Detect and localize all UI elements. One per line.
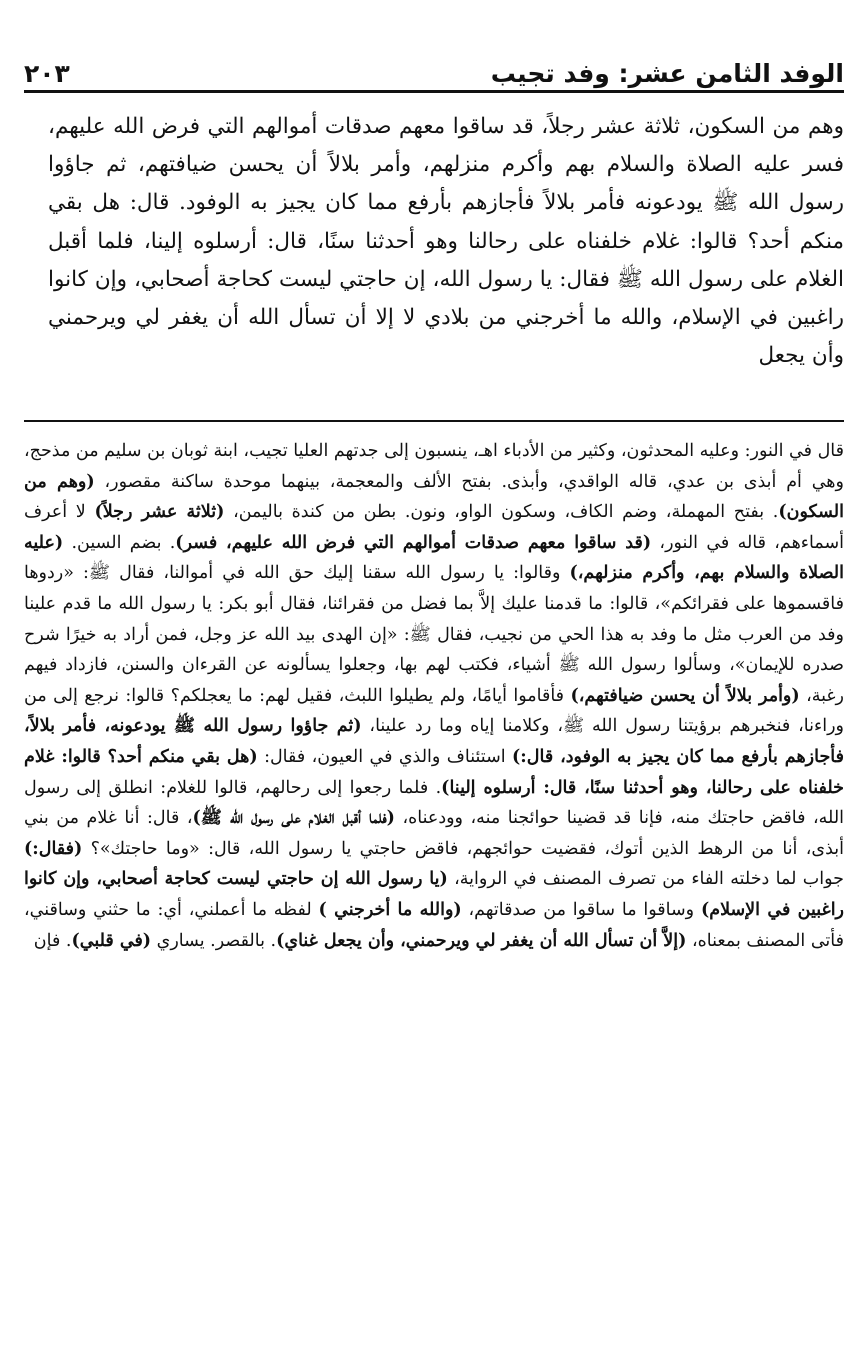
note-segment: قال في النور: وعليه المحدثون، وكثير من الأدباء اهـ، ينسبون إلى جدتهم العليا تجيب، ابنة ثوبان بن سليم من مذحج، وهي أم أبذى بن عدي، قاله الواقدي، وأبذى. بفتح الألف والمعجمة، بينهما موحدة ساكنة مقصور،: [24, 441, 844, 492]
note-segment-bold: (عليه الصلاة والسلام بهم، وأكرم منزلهم،): [24, 532, 844, 584]
footnotes: [24, 436, 844, 956]
note-segment-bold: (ثم جاؤوا رسول الله ﷺ يودعونه، فأمر بلالاً، فأجازهم بأرفع مما كان يجيز به الوفود، قال:): [24, 716, 844, 767]
note-segment-bold: (وهم من السكون): [24, 471, 844, 523]
note-segment: وقالوا: يا رسول الله سقنا إليك حق الله في أموالنا، فقال ﷺ: «ردوها فاقسموها على فقرائكم»، قالوا: ما قدمنا عليك إلاَّ بما فضل من فقرائنا، فقال أبو بكر: يا رسول الله ما قدم علينا وفد من العرب مثل ما وفد به هذا الحي من نجيب، فقال ﷺ: «إن الهدى بيد الله عز وجل، فمن أراد به خيرًا شرح صدره للإيمان»، وسألوا رسول الله ﷺ أشياء، فكتب لهم بها، وجعلوا يسألونه عن القرءان والسنن، فازداد فيهم رغبة،: [24, 563, 844, 706]
running-title: الوفد الثامن عشر: وفد تجيب: [490, 59, 844, 88]
footnote-divider: [24, 420, 844, 422]
note-segment-bold: (فقال:): [24, 838, 83, 859]
note-segment: . بالقصر. يساري: [151, 930, 277, 951]
note-segment: جواب لما دخلته الفاء من تصرف المصنف في الرواية،: [447, 869, 845, 890]
page-header: [24, 40, 844, 93]
note-segment-bold: (قد ساقوا معهم صدقات أموالهم التي فرض الله عليهم، فسر): [175, 532, 652, 553]
note-segment-bold: (والله ما أخرجني ): [318, 899, 462, 920]
note-segment: . بضم السين.: [63, 532, 176, 553]
note-segment: استئناف والذي في العيون، فقال:: [257, 746, 513, 767]
page-number: ٢٠٣: [24, 59, 70, 88]
note-segment: فأقاموا أيامًا، ولم يطيلوا اللبث، فقيل لهم: ما يعجلكم؟ قالوا: نرجع إلى من وراءنا، فنخبرهم برؤيتنا رسول الله ﷺ، وكلامنا إياه وما رد علينا،: [24, 685, 844, 737]
note-segment: لا أعرف أسماءهم، قاله في النور،: [24, 502, 844, 553]
note-segment-bold: (فلما أقبل الغلام على رسول الله ﷺ): [192, 808, 395, 829]
note-segment-bold: (هل بقي منكم أحد؟ قالوا: غلام خلفناه على رحالنا، وهو أحدثنا سنًا، قال: أرسلوه إلينا): [24, 746, 844, 798]
note-segment-bold: (ثلاثة عشر رجلاً): [94, 502, 225, 523]
note-segment-bold: (يا رسول الله إن حاجتي ليست كحاجة أصحابي، وإن كانوا راغبين في الإسلام): [24, 869, 845, 920]
note-segment-bold: (وأمر بلالاً أن يحسن ضيافتهم،): [570, 685, 800, 706]
note-segment: . بفتح المهملة، وضم الكاف، وسكون الواو، ونون. بطن من كندة باليمن،: [224, 502, 779, 523]
main-text: وهم من السكون، ثلاثة عشر رجلاً، قد ساقوا معهم صدقات أموالهم التي فرض الله عليهم، فسر عليه الصلاة والسلام بهم وأكرم منزلهم، وأمر بلالاً أن يحسن ضيافتهم، ثم جاؤوا رسول الله ﷺ يودعونه فأمر بلالاً فأجازهم بأرفع مما كان يجيز به الوفود. قال: هل بقي منكم أحد؟ قالوا: غلام خلفناه على رحالنا وهو أحدثنا سنًا، قال: أرسلوه إلينا، فلما أقبل الغلام على رسول الله ﷺ فقال: يا رسول الله، إن حاجتي ليست كحاجة أصحابي، وإن كانوا راغبين في الإسلام، والله ما أخرجني من بلادي لا إلا أن تسأل الله أن يغفر لي ويرحمني وأن يجعل: [48, 114, 844, 369]
note-segment-bold: (إلاَّ أن تسأل الله أن يغفر لي ويرحمني، وأن يجعل غناي): [276, 930, 687, 951]
note-segment-bold: (في قلبي): [71, 930, 152, 951]
note-segment: . فإن: [33, 930, 72, 951]
note-segment: . فلما رجعوا إلى رحالهم، قالوا للغلام: انطلق إلى رسول الله، فاقض حاجتك منه، فإنا قد قضينا حوائجنا منه، وودعناه،: [24, 777, 845, 829]
note-segment: لفظه ما أعملني، أي: ما حثني وساقني، فأتى المصنف بمعناه،: [24, 899, 844, 951]
note-segment: وساقوا ما ساقوا من صدقاتهم،: [461, 899, 701, 920]
note-segment: ، قال: أنا غلام من بني أبذى، أنا من الرهط الذين أتوك، فقضيت حوائجهم، فاقض حاجتي يا رسول الله، قال: «وما حاجتك»؟: [24, 808, 844, 859]
